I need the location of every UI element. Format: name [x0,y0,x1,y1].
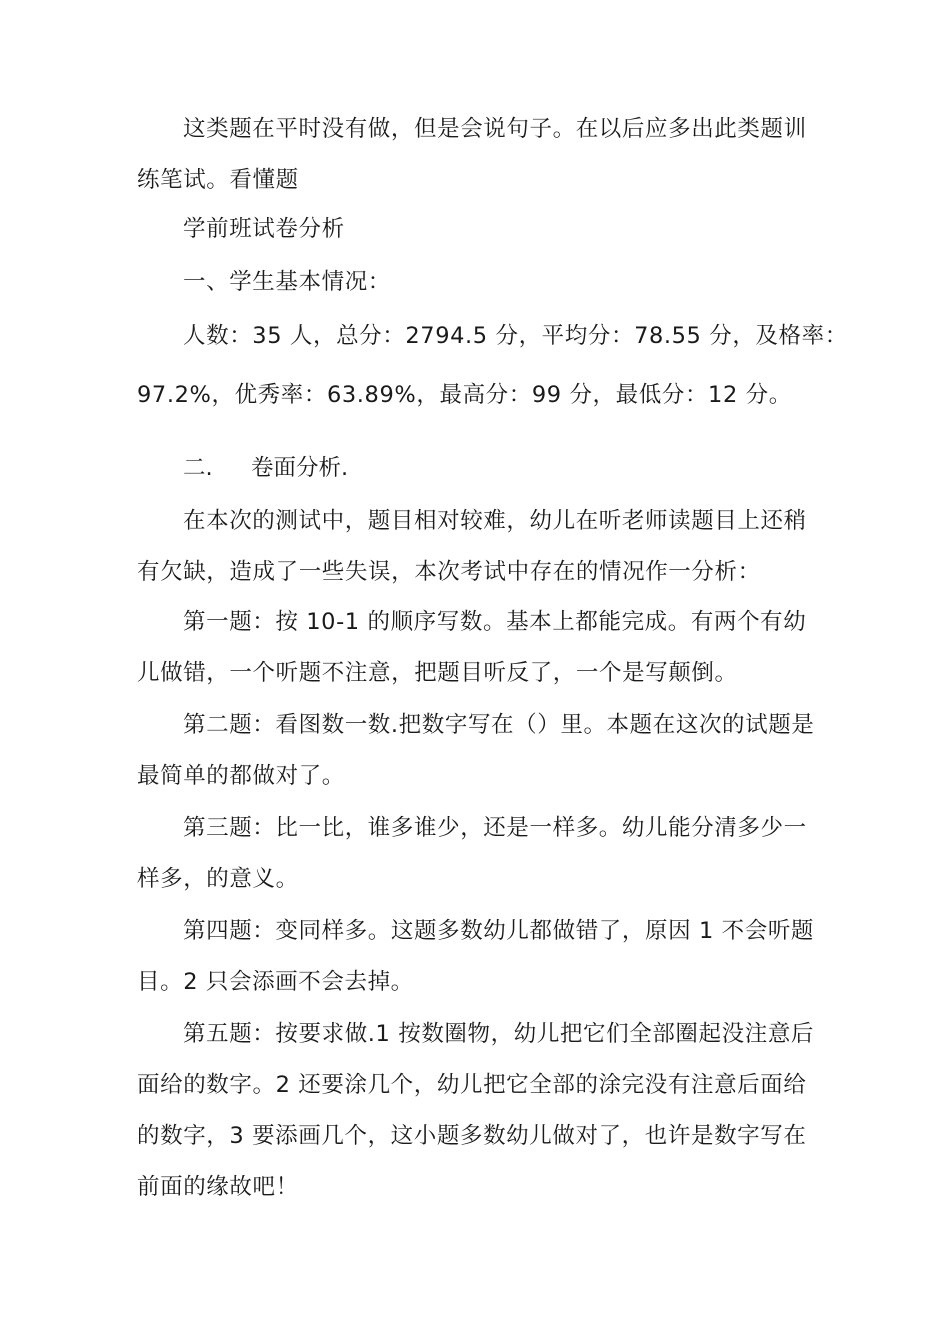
paragraph-question-2: 第二题：看图数一数.把数字写在（）里。本题在这次的试题是最简单的都做对了。 [137,712,815,789]
paragraph-question-5: 第五题：按要求做.1 按数圈物，幼儿把它们全部圈起没注意后面给的数字。2 还要涂几个，幼儿把它全部的涂完没有注意后面给的数字，3 要添画几个，这小题多数幼儿做对了，也许是数字写在前面的缘故吧！ [137,1021,815,1200]
section-heading-paper-analysis [183,443,348,494]
paragraph-question-3: 第三题：比一比，谁多谁少，还是一样多。幼儿能分清多少一样多，的意义。 [137,815,807,892]
document-title: 学前班试卷分析 [183,216,345,242]
paragraph-question-1: 第一题：按 10-1 的顺序写数。基本上都能完成。有两个有幼儿做错，一个听题不注意，把题目听反了，一个是写颠倒。 [137,609,807,686]
section-heading-basic-info: 一、学生基本情况： [183,269,391,295]
paragraph-question-4: 第四题：变同样多。这题多数幼儿都做错了，原因 1 不会听题目。2 只会添画不会去掉。 [137,918,815,995]
section-number: 二. [183,455,213,481]
section-title: 卷面分析. [251,455,349,481]
paragraph-analysis-intro: 在本次的测试中，题目相对较难，幼儿在听老师读题目上还稍有欠缺，造成了一些失误，本次考试中存在的情况作一分析： [137,508,807,585]
stats-line-1: 人数：35 人，总分：2794.5 分，平均分：78.55 分，及格率： [183,323,848,349]
stats-line-2: 97.2%，优秀率：63.89%，最高分：99 分，最低分：12 分。 [137,382,792,408]
paragraph-intro-carryover: 这类题在平时没有做，但是会说句子。在以后应多出此类题训练笔试。看懂题 [137,116,807,193]
